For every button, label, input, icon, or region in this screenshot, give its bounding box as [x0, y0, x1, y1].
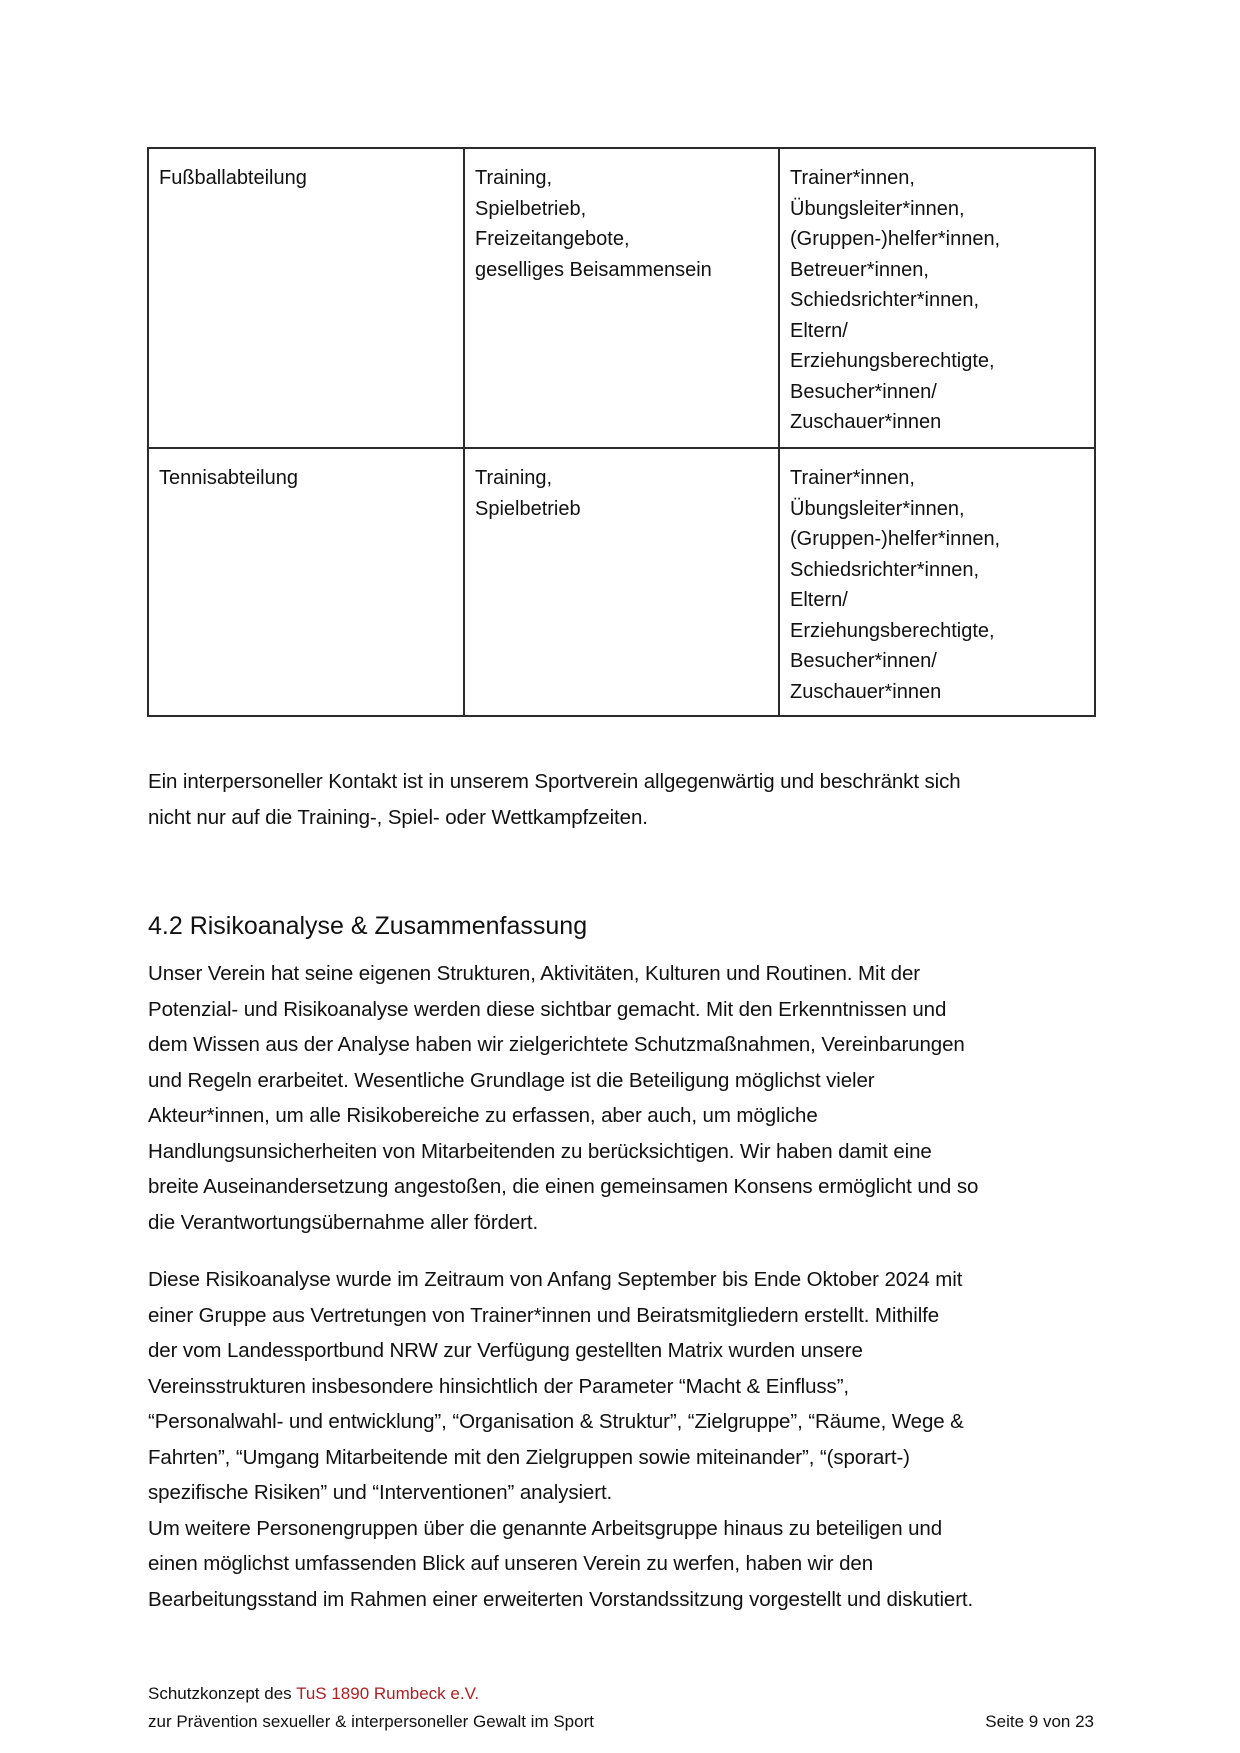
person-group-item: Eltern/ [790, 589, 848, 611]
table-row [148, 148, 1095, 448]
department-name: Fußballabteilung [159, 167, 307, 189]
paragraph-line: Akteur*innen, um alle Risikobereiche zu erfassen, aber auch, um mögliche [148, 1104, 818, 1127]
paragraph-line: Potenzial- und Risikoanalyse werden diese sichtbar gemacht. Mit den Erkenntnissen und [148, 997, 947, 1021]
paragraph-line: die Verantwortungsübernahme aller fördert. [148, 1210, 539, 1234]
person-group-item: Schiedsrichter*innen, [790, 558, 979, 581]
person-group-item: Zuschauer*innen [790, 680, 942, 703]
activity-item: Freizeitangebote, [475, 228, 630, 250]
paragraph-line: einer Gruppe aus Vertretungen von Trainer*innen und Beiratsmitgliedern erstellt. Mithilfe [148, 1303, 940, 1327]
activity-item: Training, [475, 467, 553, 489]
paragraph-line: Bearbeitungsstand im Rahmen einer erweiterten Vorstandssitzung vorgestellt und diskutiert. [148, 1587, 974, 1611]
person-group-item: Schiedsrichter*innen, [790, 289, 979, 311]
footer-prefix: Schutzkonzept des [148, 1684, 297, 1703]
intro-paragraph [148, 764, 1108, 835]
activity-item: geselliges Beisammensein [475, 258, 712, 281]
section-paragraph-2 [148, 1262, 1108, 1617]
person-group-item: Besucher*innen/ [790, 650, 937, 672]
page-footer [148, 1680, 1094, 1736]
paragraph-line: dem Wissen aus der Analyse haben wir zielgerichtete Schutzmaßnahmen, Vereinbarungen [148, 1033, 965, 1056]
person-group-item: Zuschauer*innen [790, 411, 942, 433]
person-group-item: Übungsleiter*innen, [790, 197, 965, 220]
paragraph-line: Handlungsunsicherheiten von Mitarbeitenden zu berücksichtigen. Wir haben damit eine [148, 1139, 932, 1163]
table-row [148, 448, 1095, 716]
footer-subtitle: zur Prävention sexueller & interpersoneller Gewalt im Sport [148, 1712, 594, 1731]
person-group-item: Trainer*innen, [790, 167, 915, 189]
paragraph-line: breite Auseinandersetzung angestoßen, die einen gemeinsamen Konsens ermöglicht und so [148, 1175, 979, 1198]
paragraph-line: Unser Verein hat seine eigenen Strukturen, Aktivitäten, Kulturen und Routinen. Mit der [148, 962, 921, 985]
paragraph-line: Diese Risikoanalyse wurde im Zeitraum von Anfang September bis Ende Oktober 2024 mit [148, 1268, 963, 1291]
paragraph-line: spezifische Risiken” und “Interventionen” analysiert. [148, 1481, 613, 1504]
footer-line-2 [148, 1708, 1094, 1736]
persons-cell [779, 148, 1095, 448]
person-group-item: Trainer*innen, [790, 467, 915, 489]
footer-line-1 [148, 1680, 1094, 1708]
person-group-item: (Gruppen-)helfer*innen, [790, 528, 1001, 550]
paragraph-line: und Regeln erarbeitet. Wesentliche Grundlage ist die Beteiligung möglichst vieler [148, 1068, 875, 1092]
paragraph-line: Fahrten”, “Umgang Mitarbeitende mit den Zielgruppen sowie miteinander”, “(sporart-) [148, 1445, 910, 1469]
paragraph-line: Vereinsstrukturen insbesondere hinsichtlich der Parameter “Macht & Einfluss”, [148, 1374, 850, 1398]
paragraph-line: nicht nur auf die Training-, Spiel- oder Wettkampfzeiten. [148, 805, 648, 829]
paragraph-line: der vom Landessportbund NRW zur Verfügung gestellten Matrix wurden unsere [148, 1339, 863, 1362]
person-group-item: (Gruppen-)helfer*innen, [790, 228, 1001, 250]
activities-cell [464, 148, 779, 448]
person-group-item: Eltern/ [790, 319, 848, 342]
paragraph-line: einen möglichst umfassenden Blick auf unseren Verein zu werfen, haben wir den [148, 1552, 874, 1575]
person-group-item: Übungsleiter*innen, [790, 497, 965, 520]
person-group-item: Erziehungsberechtigte, [790, 350, 995, 372]
activity-item: Spielbetrieb, [475, 197, 587, 220]
page-number: Seite 9 von 23 [985, 1712, 1094, 1731]
person-group-item: Betreuer*innen, [790, 258, 929, 281]
paragraph-line: “Personalwahl- und entwicklung”, “Organisation & Struktur”, “Zielgruppe”, “Räume, Wege & [148, 1410, 964, 1433]
department-cell [148, 148, 464, 448]
section-heading: 4.2 Risikoanalyse & Zusammenfassung [148, 912, 588, 940]
department-table [147, 147, 1096, 717]
person-group-item: Erziehungsberechtigte, [790, 619, 995, 642]
department-name: Tennisabteilung [159, 467, 298, 489]
paragraph-line: Um weitere Personengruppen über die genannte Arbeitsgruppe hinaus zu beteiligen und [148, 1516, 943, 1540]
department-cell [148, 448, 464, 716]
activity-item: Spielbetrieb [475, 497, 581, 520]
activity-item: Training, [475, 167, 553, 189]
activities-cell [464, 448, 779, 716]
section-paragraph-1 [148, 956, 1108, 1240]
club-name: TuS 1890 Rumbeck e.V. [296, 1684, 480, 1703]
person-group-item: Besucher*innen/ [790, 380, 937, 403]
persons-cell [779, 448, 1095, 716]
paragraph-line: Ein interpersoneller Kontakt ist in unserem Sportverein allgegenwärtig und beschränkt sich [148, 770, 961, 793]
